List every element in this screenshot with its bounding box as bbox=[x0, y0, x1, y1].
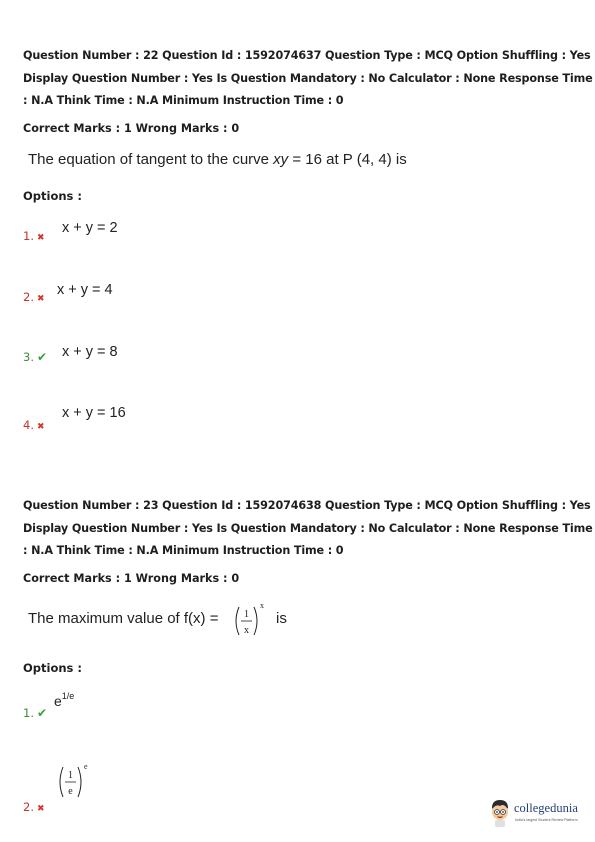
cross-icon: ✖ bbox=[36, 294, 45, 304]
q23-question-suffix: is bbox=[276, 610, 287, 627]
q23-marks: Correct Marks : 1 Wrong Marks : 0 bbox=[23, 572, 240, 585]
q23-option-2-number: 2. ✖ bbox=[23, 800, 45, 814]
q22-option-1-text: x + y = 2 bbox=[62, 220, 118, 236]
logo-text: collegedunia bbox=[514, 801, 578, 815]
logo-tagline: India's largest Student Review Platform bbox=[515, 818, 578, 822]
check-icon: ✔ bbox=[36, 350, 48, 364]
q22-option-2-number: 2. ✖ bbox=[23, 290, 45, 304]
check-icon: ✔ bbox=[36, 706, 48, 720]
q22-option-4-text: x + y = 16 bbox=[62, 405, 126, 421]
q22-option-4-number: 4. ✖ bbox=[23, 418, 45, 432]
collegedunia-logo bbox=[488, 798, 588, 832]
q23-exponent: x bbox=[260, 601, 264, 610]
q22-meta-line-3: : N.A Think Time : N.A Minimum Instruction Time : 0 bbox=[23, 94, 344, 107]
q23-meta-line-3: : N.A Think Time : N.A Minimum Instruction Time : 0 bbox=[23, 544, 344, 557]
cross-icon: ✖ bbox=[36, 233, 45, 243]
q23-question-formula bbox=[230, 599, 266, 643]
q22-question-text: The equation of tangent to the curve xy = 16 at P (4, 4) is bbox=[28, 151, 407, 168]
cross-icon: ✖ bbox=[36, 804, 45, 814]
q23-opt2-exponent: e bbox=[84, 762, 88, 771]
q23-options-heading: Options : bbox=[23, 661, 82, 675]
q23-option-2-formula bbox=[55, 761, 95, 805]
q22-option-1-number: 1. ✖ bbox=[23, 229, 45, 243]
q22-meta-line-2: Display Question Number : Yes Is Question Mandatory : No Calculator : None Response Time bbox=[23, 71, 593, 85]
q23-meta bbox=[23, 495, 593, 563]
q23-opt2-frac-num: 1 bbox=[68, 770, 73, 781]
q23-question-text: The maximum value of f(x) = bbox=[28, 610, 219, 627]
q23-frac-num: 1 bbox=[244, 609, 249, 620]
q22-marks: Correct Marks : 1 Wrong Marks : 0 bbox=[23, 122, 240, 135]
q22-meta-line-1: Question Number : 22 Question Id : 1592074637 Question Type : MCQ Option Shuffling : Yes bbox=[23, 49, 591, 62]
q23-option-1-text: $e^{1/e}$ bbox=[54, 691, 75, 709]
q23-meta-line-2: Display Question Number : Yes Is Question Mandatory : No Calculator : None Response Time bbox=[23, 521, 593, 535]
q23-option-1-number: 1. ✔ bbox=[23, 706, 48, 720]
q22-option-3-text: x + y = 8 bbox=[62, 344, 118, 360]
q22-meta bbox=[23, 45, 593, 113]
q22-option-2-text: x + y = 4 bbox=[57, 282, 113, 298]
q23-meta-line-1: Question Number : 23 Question Id : 1592074638 Question Type : MCQ Option Shuffling : Yes bbox=[23, 499, 591, 512]
q23-opt2-frac-den: e bbox=[68, 786, 73, 797]
q23-frac-den: x bbox=[244, 625, 249, 636]
q22-option-3-number: 3. ✔ bbox=[23, 350, 48, 364]
q22-options-heading: Options : bbox=[23, 189, 82, 203]
cross-icon: ✖ bbox=[36, 422, 45, 432]
mascot-icon bbox=[488, 798, 512, 828]
